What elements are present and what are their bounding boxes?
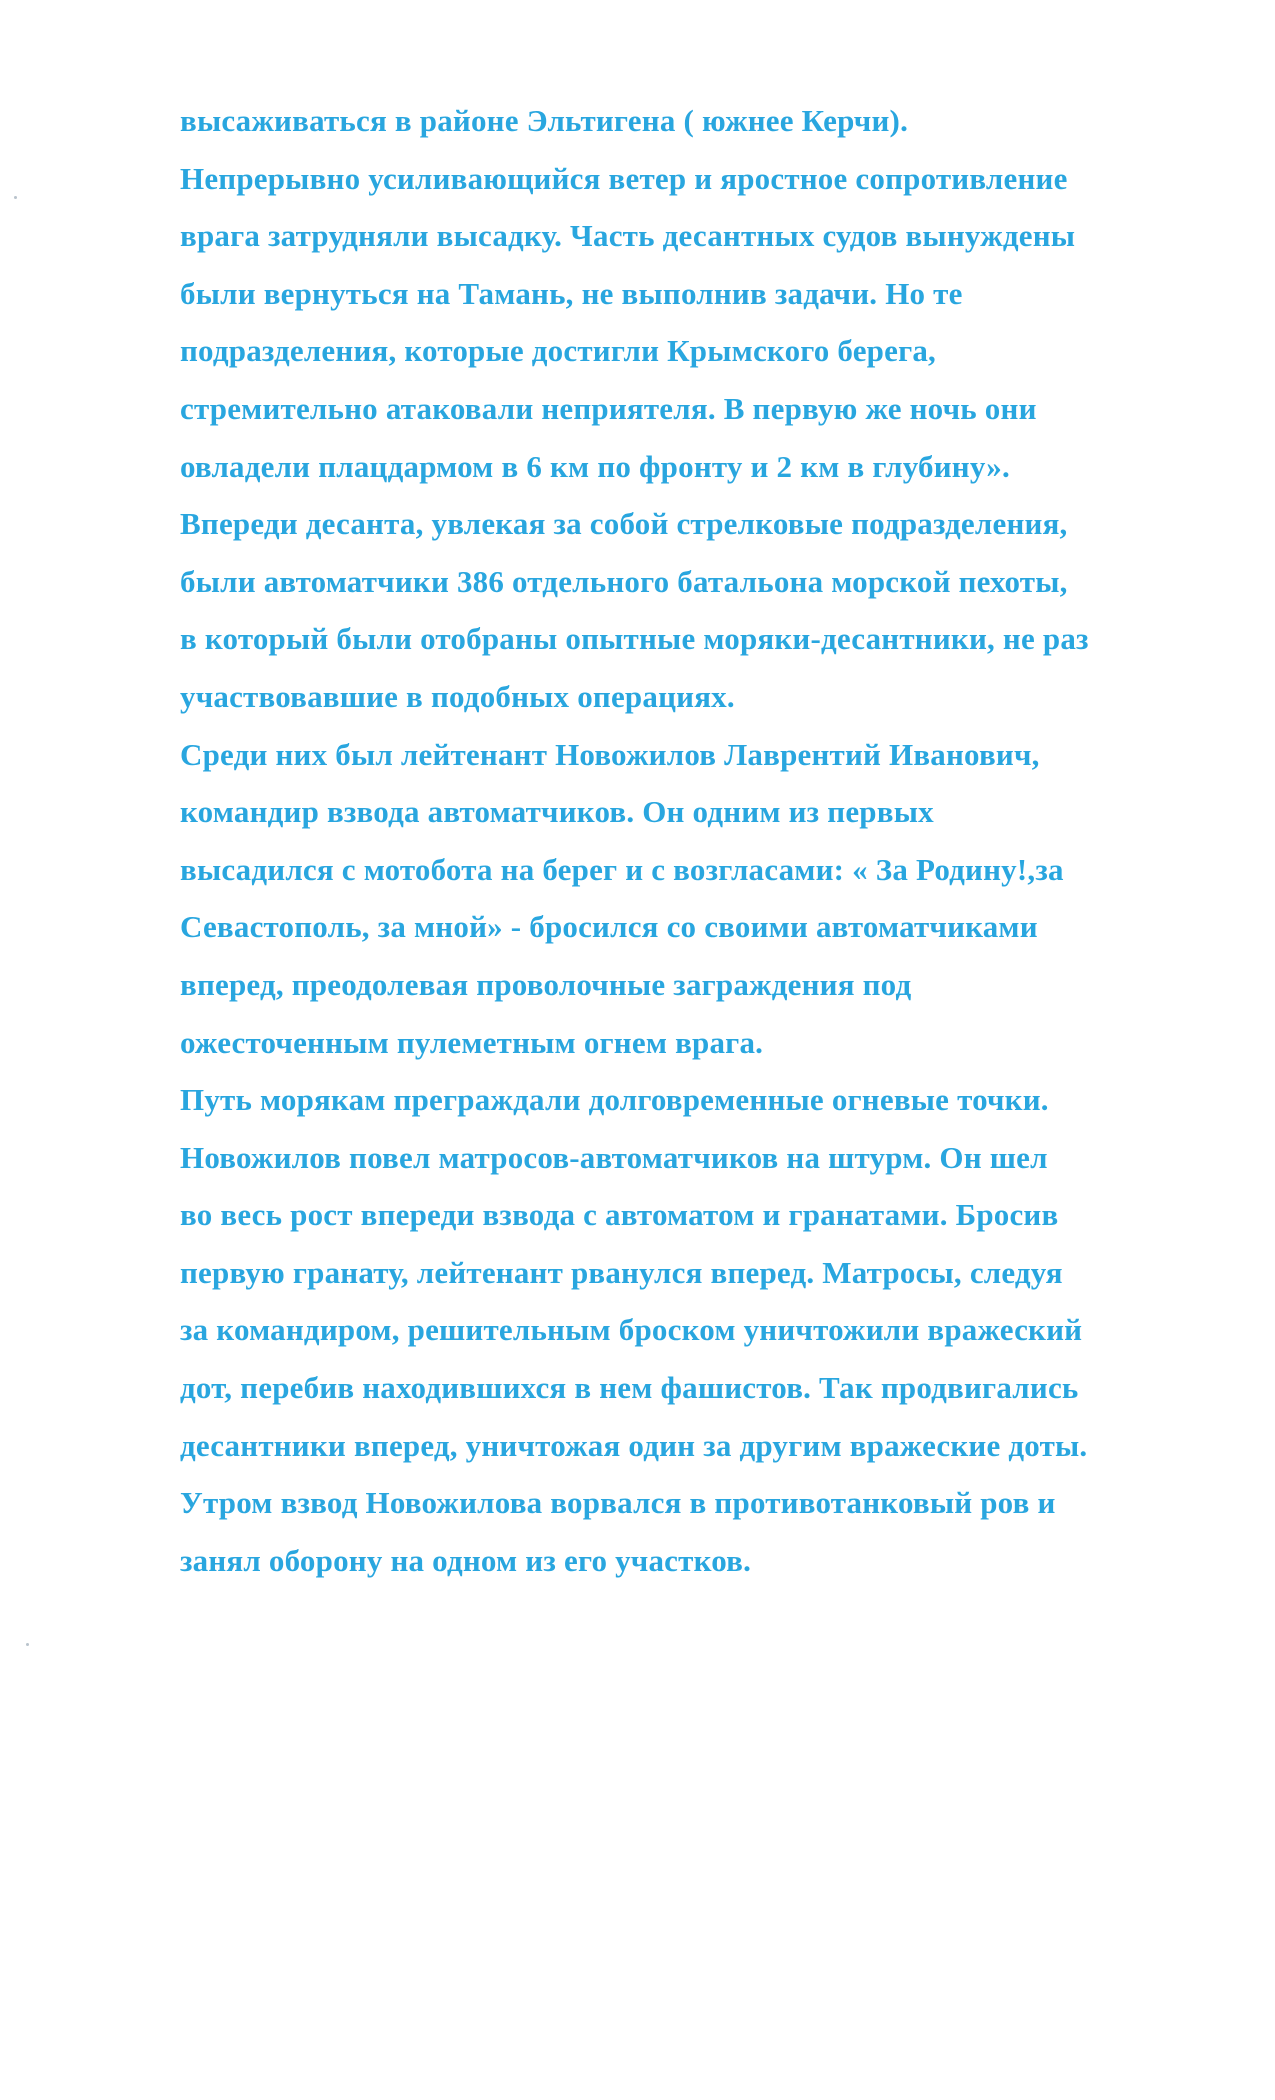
text-line: стремительно атаковали неприятеля. В первую же ночь они (180, 390, 1037, 426)
text-line: вперед, преодолевая проволочные заграждения под (180, 966, 912, 1002)
text-line: Севастополь, за мной» - бросился со своими автоматчиками (180, 909, 1038, 945)
text-line: десантники вперед, уничтожая один за другим вражеские доты. (180, 1427, 1088, 1463)
text-line: Среди них был лейтенант Новожилов Лаврентий Иванович, (180, 736, 1040, 772)
text-line: высаживаться в районе Эльтигена ( южнее Керчи). (180, 103, 909, 138)
document-text (180, 92, 1180, 1589)
text-line: были вернуться на Тамань, не выполнив задачи. Но те (180, 275, 963, 311)
text-line: дот, перебив находившихся в нем фашистов. Так продвигались (180, 1370, 1079, 1406)
text-line: во весь рост впереди взвода с автоматом и гранатами. Бросив (180, 1197, 1059, 1233)
text-line: Непрерывно усиливающийся ветер и яростное сопротивление (180, 160, 1068, 196)
text-line: овладели плацдармом в 6 км по фронту и 2 км в глубину». (180, 448, 1010, 484)
text-line: высадился с мотобота на берег и с возгласами: « За Родину!,за (180, 851, 1064, 887)
text-line: Путь морякам преграждали долговременные огневые точки. (180, 1082, 1049, 1118)
text-line: подразделения, которые достигли Крымского берега, (180, 333, 937, 369)
text-line: Впереди десанта, увлекая за собой стрелковые подразделения, (180, 506, 1068, 542)
text-line: участвовавшие в подобных операциях. (180, 678, 735, 714)
text-line: занял оборону на одном из его участков. (180, 1542, 752, 1578)
text-line: врага затрудняли высадку. Часть десантных судов вынуждены (180, 218, 1076, 254)
text-line: за командиром, решительным броском уничтожили вражеский (180, 1312, 1083, 1348)
text-line: Новожилов повел матросов-автоматчиков на штурм. Он шел (180, 1139, 1048, 1175)
scan-speck (14, 196, 17, 199)
scan-speck (26, 1643, 29, 1646)
text-line: были автоматчики 386 отдельного батальона морской пехоты, (180, 563, 1068, 599)
text-line: ожесточенным пулеметным огнем врага. (180, 1024, 764, 1060)
text-line: в который были отобраны опытные моряки-десантники, не раз (180, 621, 1089, 657)
text-line: Утром взвод Новожилова ворвался в противотанковый ров и (180, 1485, 1056, 1521)
text-line: командир взвода автоматчиков. Он одним из первых (180, 794, 934, 830)
text-line: первую гранату, лейтенант рванулся вперед. Матросы, следуя (180, 1254, 1063, 1290)
